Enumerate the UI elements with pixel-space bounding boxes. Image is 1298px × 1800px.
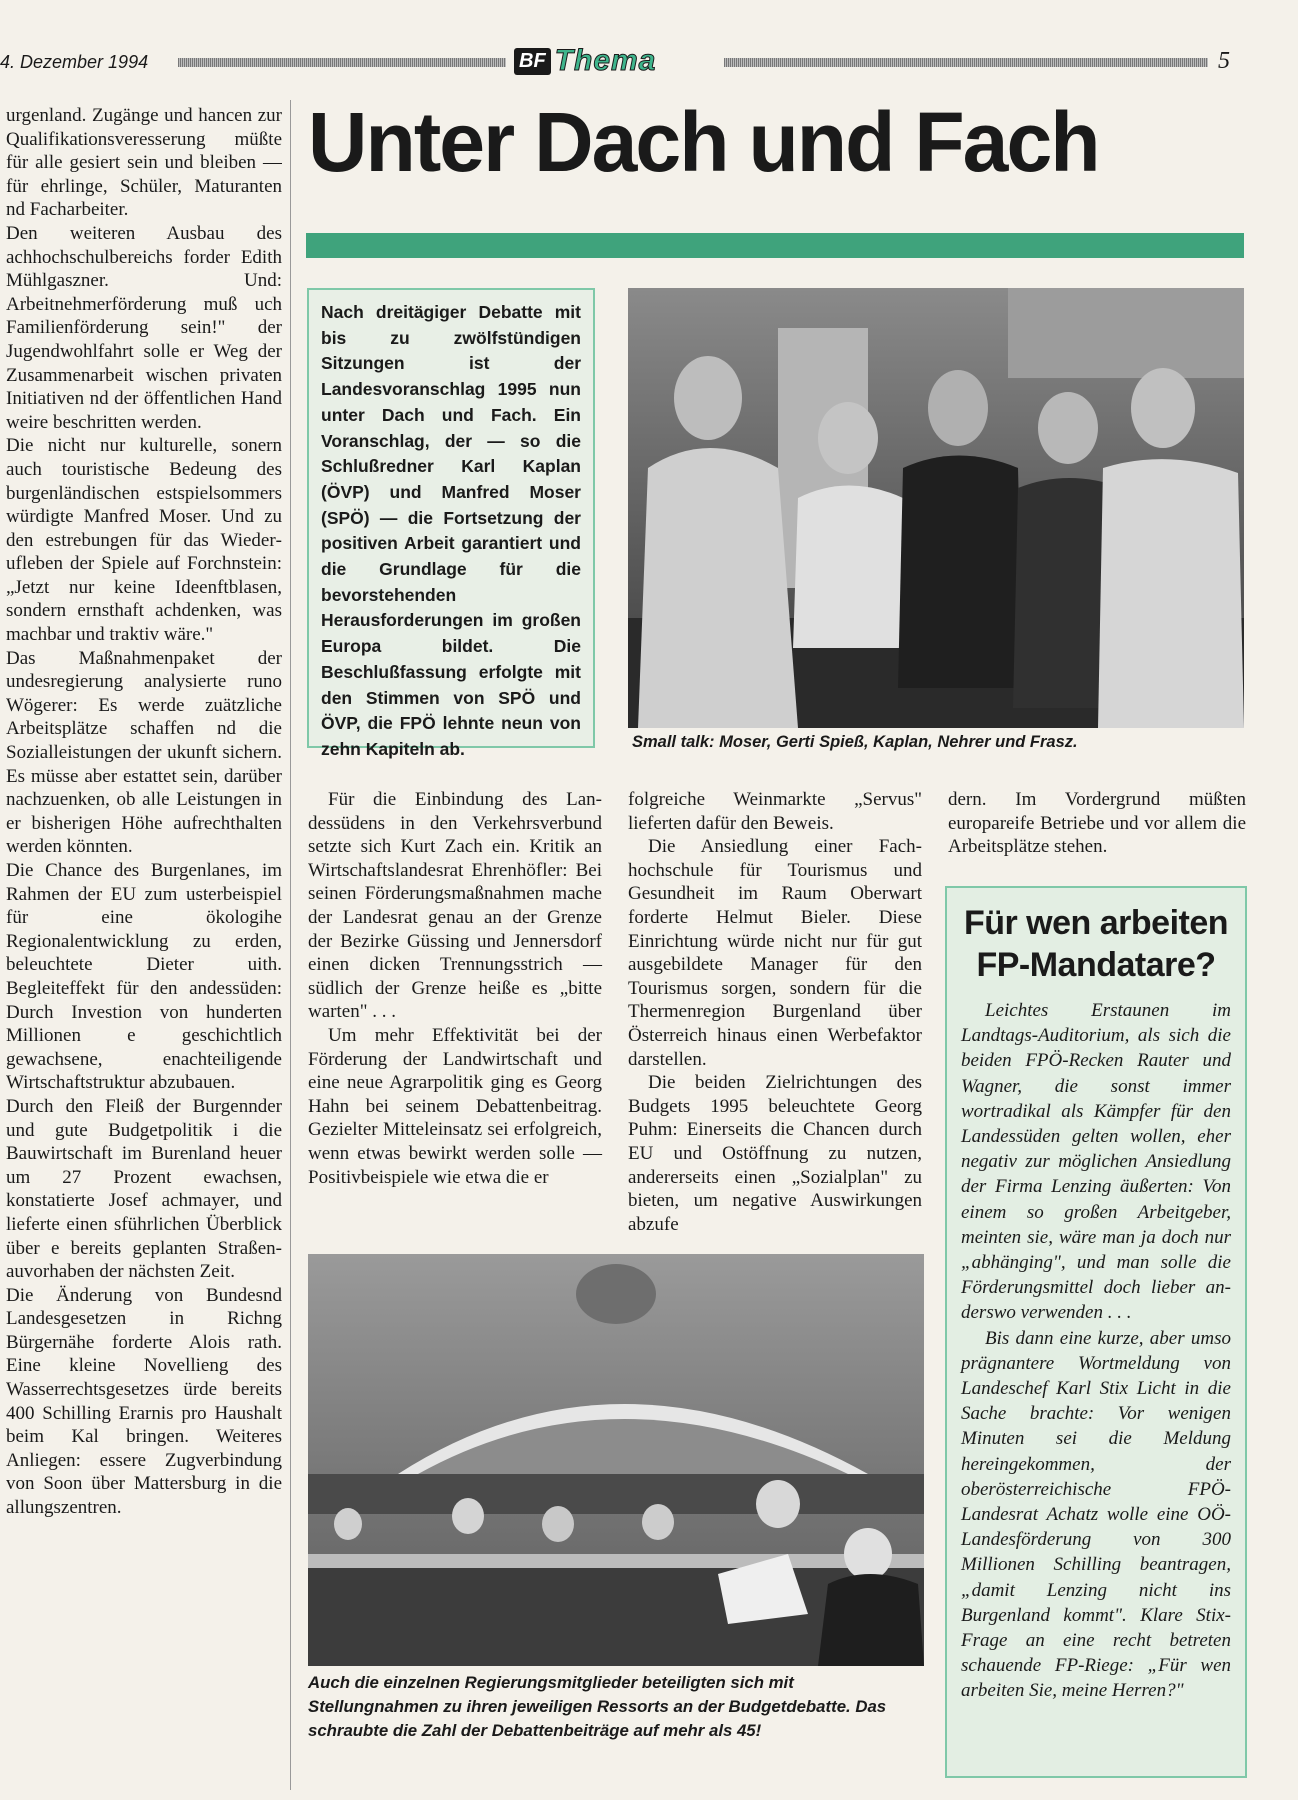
paragraph: Durch den Fleiß der Burgennder und gute Budgetpolitik i die Bauwirtschaft im Burenland heuer um 27 Prozent ewachsen, konstatierte Josef achmayer, und lieferte einen sführlichen Überblick über e bereits geplanten Straßenauvorhaben der nächsten Zeit. [6,1095,282,1283]
headline-accent-bar [306,233,1244,258]
paragraph: urgenland. Zugänge und hancen zur Qualifikationsveresserung müßte für alle gesiert sein und bleiben — für ehrlinge, Schüler, Maturanten nd Facharbeiter. [6,105,282,221]
bf-logo: BF [514,48,551,75]
issue-date: 4. Dezember 1994 [0,52,149,72]
sidebar-title: Für wen arbeiten FP-Mandatare? [963,904,1229,984]
photo-bottom-caption: Auch die einzelnen Regierungsmitglieder beteiligten sich mit Stellungnahmen zu ihren jeweiligen Ressorts an der Budgetdebatte. Das schraubte die Zahl der Debattenbeiträge auf mehr als 45! [308,1673,887,1740]
page-number: 5 [1218,48,1230,74]
paragraph: Die Änderung von Bundesnd Landesgesetzen in Richng Bürgernähe forderte Alois rath. Eine kleine Novellieng des Wasserrechtsgesetzes ürde bereits 400 Schilling Erarnis pro Haushalt beim Kal bringen. Weiteres Anliegen: essere Zugverbindung von Soon über Mattersburg in die allungszentren. [6,1284,282,1519]
paragraph: Das Maßnahmenpaket der undesregierung analysierte runo Wögerer: Es werde zuätzliche Arbeitsplätze schaffen nd die Sozialleistungen der ukunft sichern. Es müsse aber estattet sein, darüber nachzuenken, ob alle Leistungen in er bisherigen Höhe aufrechthalten werden könnten. [6,647,282,858]
paragraph: Die Ansiedlung einer Fachhochschule für Tourismus und Gesundheit im Raum Oberwart forderte Helmut Bieler. Diese Einrichtung würde nicht nur für gut ausgebildete Manager für den Tourismus sorgen, sondern für die Thermenregion Burgenland über Österreich hinaus einen Werbefaktor darstellen. [628,836,922,1070]
paragraph: Die beiden Zielrichtungen des Budgets 1995 beleuchtete Georg Puhm: Einerseits die Chancen durch EU und Ostöffnung zu nutzen, andererseits einen „Sozialplan" zu bieten, um negative Auswirkungen abzufe [628,1072,922,1235]
header-rule-right [724,58,1208,67]
photo-budget-debate [308,1254,924,1666]
paragraph: Für die Einbindung des Landessüdens in den Verkehrsverbund setzte sich Kurt Zach ein. Kritik an Wirtschaftslandesrat Ehrenhöfler: Bei seinen Förderungsmaßnahmen mache der Landesrat genau an der Grenze der Bezirke Güssing und Jennersdorf einen dicken Trennungsstrich — südlich der Grenze heiße es „bitte warten" . . . [308,789,602,1023]
article-column-left [6,104,282,1520]
paragraph: folgreiche Weinmarkte „Servus" lieferten dafür den Beweis. [628,789,922,834]
headline: Unter Dach und Fach [308,95,1099,189]
paragraph: Die Chance des Burgenlanes, im Rahmen der EU zum usterbeispiel für eine ökologihe Regionalentwicklung zu erden, beleuchtete Dieter uith. Begleiteffekt für den andessüden: Durch Investion von hunderten Millionen e geschichtlich gewachsene, enachteiligende Wirtschaftstruktur abzubauen. [6,860,282,1094]
article-column-mid [308,788,602,1189]
paragraph: Die nicht nur kulturelle, sonern auch touristische Bedeung des burgenländischen estspielsommers würdigte Manfred Moser. Und zu den estrebungen für das Wiederufleben der Spiele auf Forchnstein: „Jetzt nur keine Ideenftblasen, sondern ernsthaft achdenken, was machbar und traktiv wäre." [6,435,282,646]
paragraph: dern. Im Vordergrund müßten europareife Betriebe und vor allem die Arbeitsplätze stehen. [948,789,1246,858]
section-logo [514,44,656,78]
article-column-right [628,788,922,1236]
column-divider [290,100,291,1790]
photo-small-talk [628,288,1244,728]
header-rule-left [178,58,506,67]
thema-logo: Thema [554,44,657,77]
sidebar-box [945,886,1247,1778]
sidebar-paragraph: Leichtes Erstaunen im Landtags-Auditorium, als sich die beiden FPÖ-Recken Rauter und Wagner, die sonst immer wortradikal als Kämpfer für den Landessüden gelten wollen, eher negativ zur möglichen Ansiedlung der Firma Lenzing äußerten: Von einem so großen Arbeitgeber, meinten sie, wäre man ja doch nur „abhänging", und man solle die Förderungsmittel doch lieber anderswo verwenden . . . [961,1000,1231,1324]
sidebar-paragraph: Bis dann eine kurze, aber umso prägnantere Wortmeldung von Landeschef Karl Stix Licht in die Sache brachte: Vor wenigen Minuten sei die Meldung hereingekommen, der oberösterreichische FPÖ-Landesrat Achatz wolle eine OÖ-Landesförderung von 300 Millionen Schilling beantragen, „damit Lenzing nicht ins Burgenland kommt". Klare Stix-Frage an eine recht betreten schauende FP-Riege: „Für wen arbeiten Sie, meine Herren?" [961,1327,1231,1702]
paragraph: Den weiteren Ausbau des achhochschulbereichs forder Edith Mühlgaszner. Und: Arbeitnehmerförderung muß uch Familienförderung sein!" der Jugendwohlfahrt solle er Weg der Zusammenarbeit wischen privaten Initiativen nd der öffentlichen Hand weire beschritten werden. [6,222,282,433]
paragraph: Um mehr Effektivität bei der Förderung der Landwirtschaft und eine neue Agrarpolitik ging es Georg Hahn bei seinem Debattenbeitrag. Gezielter Mitteleinsatz sei erfolgreich, wenn etwas bewirkt werden solle — Positivbeispiele wie etwa die er [308,1024,602,1188]
photo-top-caption: Small talk: Moser, Gerti Spieß, Kaplan, Nehrer und Frasz. [632,733,1078,751]
lead-box: Nach dreitägiger Debatte mit bis zu zwölfstündigen Sitzungen ist der Landesvoranschlag 1995 nun unter Dach und Fach. Ein Voranschlag, der — so die Schlußredner Karl Kaplan (ÖVP) und Manfred Moser (SPÖ) — die Fortsetzung der positiven Arbeit garantiert und die Grundlage für die bevorstehenden Herausforderungen im großen Europa bildet. Die Beschlußfassung erfolgte mit den Stimmen von SPÖ und ÖVP, die FPÖ lehnte neun von zehn Kapiteln ab. [307,288,595,748]
article-column-far-right [948,788,1246,859]
